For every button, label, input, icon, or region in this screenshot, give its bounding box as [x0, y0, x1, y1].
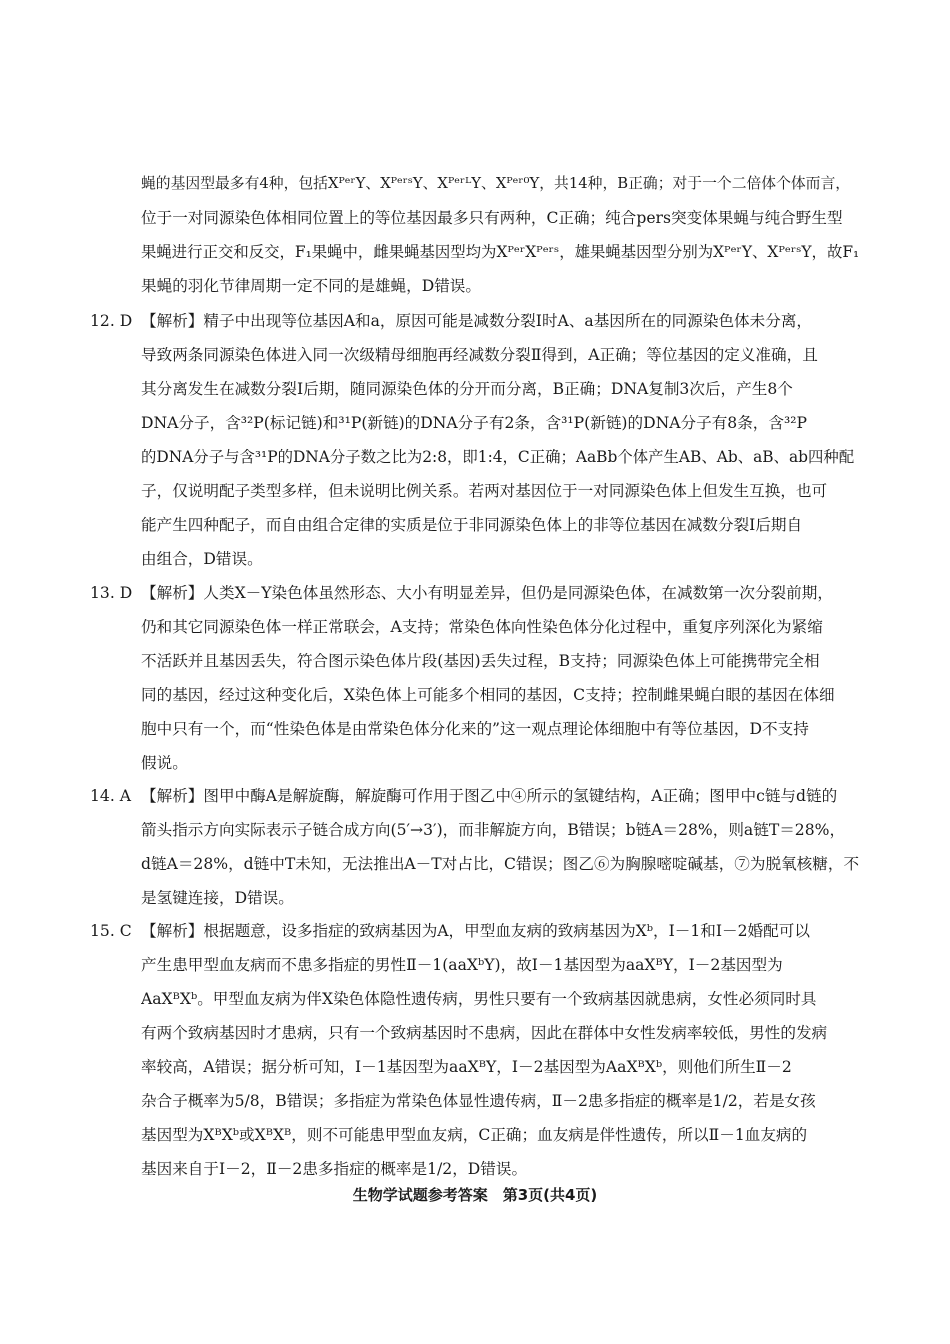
text-line: 胞中只有一个，而“性染色体是由常染色体分化来的”这一观点理论体细胞中有等位基因，D不支持: [141, 720, 809, 738]
answer-number: 14. A: [90, 787, 132, 805]
text-line: 率较高，A错误；据分析可知，Ⅰ－1基因型为aaXᴮY，Ⅰ－2基因型为AaXᴮXᵇ，则他们所生Ⅱ－2: [141, 1058, 792, 1076]
text-line: 的DNA分子与含³¹P的DNA分子数之比为2:8，即1:4，C正确；AaBb个体产生AB、Ab、aB、ab四种配: [141, 448, 855, 466]
text-line: 假说。: [141, 754, 188, 772]
text-line: DNA分子，含³²P(标记链)和³¹P(新链)的DNA分子有2条，含³¹P(新链)的DNA分子有8条，含³²P: [141, 414, 807, 432]
text-line: 【解析】精子中出现等位基因A和a，原因可能是减数分裂Ⅰ时A、a基因所在的同源染色体未分离，: [141, 312, 813, 330]
text-line: 果蝇的羽化节律周期一定不同的是雄蝇，D错误。: [141, 277, 481, 295]
text-line: 基因型为XᴮXᵇ或XᴮXᴮ，则不可能患甲型血友病，C正确；血友病是伴性遗传，所以Ⅱ－1血友病的: [141, 1126, 808, 1144]
text-line: 同的基因，经过这种变化后，X染色体上可能多个相同的基因，C支持；控制雌果蝇白眼的基因在体细: [141, 686, 835, 704]
text-line: 杂合子概率为5/8，B错误；多指症为常染色体显性遗传病，Ⅱ－2患多指症的概率是1/2，若是女孩: [141, 1092, 816, 1110]
answer-number: 13. D: [90, 584, 133, 602]
text-line: 果蝇进行正交和反交，F₁果蝇中，雌果蝇基因型均为XᴾᵉʳXᴾᵉʳˢ，雄果蝇基因型分别为XᴾᵉʳY、XᴾᵉʳˢY，故F₁: [141, 243, 859, 261]
text-line: AaXᴮXᵇ。甲型血友病为伴X染色体隐性遗传病，男性只要有一个致病基因就患病，女性必须同时具: [141, 990, 817, 1008]
text-line: 由组合，D错误。: [141, 550, 263, 568]
text-line: 子，仅说明配子类型多样，但未说明比例关系。若两对基因位于一对同源染色体上但发生互换，也可: [141, 482, 828, 500]
page-footer: 生物学试题参考答案 第3页(共4页): [352, 1186, 598, 1204]
text-line: 产生患甲型血友病而不患多指症的男性Ⅱ－1(aaXᵇY)，故Ⅰ－1基因型为aaXᴮY，Ⅰ－2基因型为: [141, 956, 783, 974]
answer-number: 15. C: [90, 922, 132, 940]
text-line: 有两个致病基因时才患病，只有一个致病基因时不患病，因此在群体中女性发病率较低，男性的发病: [141, 1024, 828, 1042]
answer-number: 12. D: [90, 312, 133, 330]
text-line: 导致两条同源染色体进入同一次级精母细胞再经减数分裂Ⅱ得到，A正确；等位基因的定义准确，且: [141, 346, 818, 364]
text-line: 【解析】人类X－Y染色体虽然形态、大小有明显差异，但仍是同源染色体，在减数第一次分裂前期，: [141, 584, 833, 602]
text-line: 不活跃并且基因丢失，符合图示染色体片段(基因)丢失过程，B支持；同源染色体上可能携带完全相: [141, 652, 820, 670]
text-line: 【解析】图甲中酶A是解旋酶，解旋酶可作用于图乙中④所示的氢键结构，A正确；图甲中c链与d链的: [141, 787, 838, 805]
text-line: 是氢键连接，D错误。: [141, 889, 294, 907]
text-line: 仍和其它同源染色体一样正常联会，A支持；常染色体向性染色体分化过程中，重复序列深化为紧缩: [141, 618, 823, 636]
text-line: 位于一对同源染色体相同位置上的等位基因最多只有两种，C正确；纯合pers突变体果蝇与纯合野生型: [141, 209, 843, 227]
text-line: 【解析】根据题意，设多指症的致病基因为A，甲型血友病的致病基因为Xᵇ，Ⅰ－1和Ⅰ－2婚配可以: [141, 922, 810, 940]
text-line: 箭头指示方向实际表示子链合成方向(5′→3′)，而非解旋方向，B错误；b链A＝28%，则a链T＝28%，: [141, 821, 846, 839]
text-line: 基因来自于Ⅰ－2，Ⅱ－2患多指症的概率是1/2，D错误。: [141, 1160, 528, 1178]
text-line: 能产生四种配子，而自由组合定律的实质是位于非同源染色体上的非等位基因在减数分裂Ⅰ后期自: [141, 516, 803, 534]
text-line: d链A＝28%，d链中T未知，无法推出A－T对占比，C错误；图乙⑥为胸腺嘧啶碱基，⑦为脱氧核糖，不: [141, 855, 859, 873]
text-line: 其分离发生在减数分裂Ⅰ后期，随同源染色体的分开而分离，B正确；DNA复制3次后，产生8个: [141, 380, 793, 398]
text-line: 蝇的基因型最多有4种，包括XᴾᵉʳY、XᴾᵉʳˢY、XᴾᵉʳᴸY、Xᴾᵉʳ⁰Y，共14种，B正确；对于一个二倍体个体而言，: [141, 175, 851, 192]
